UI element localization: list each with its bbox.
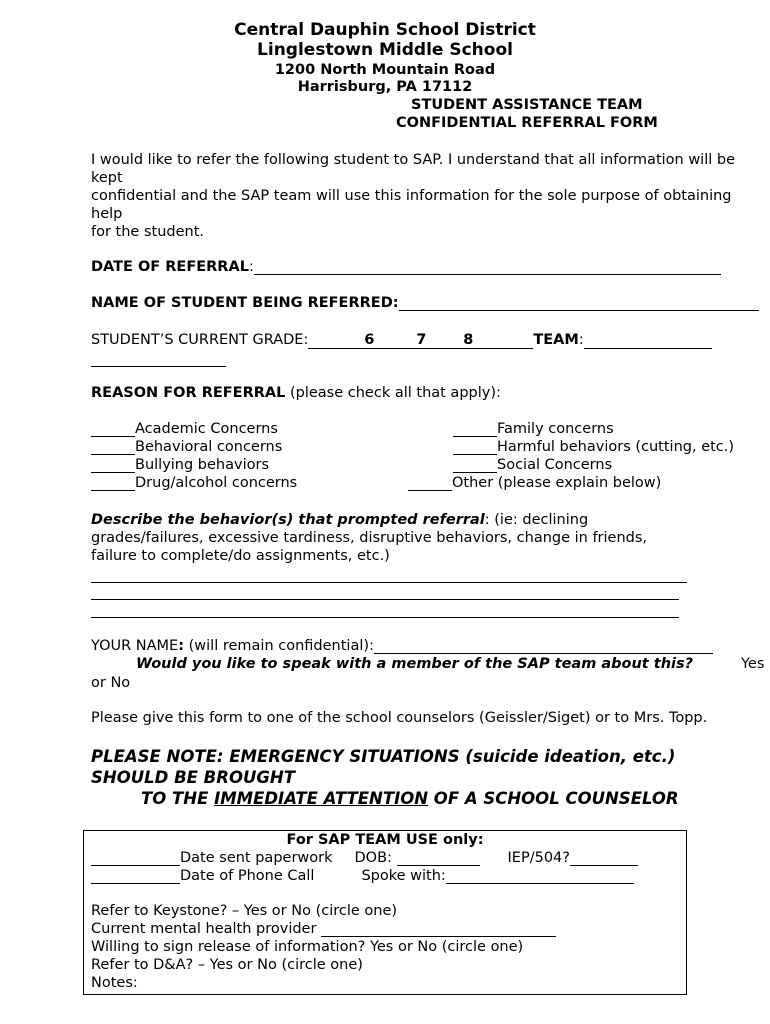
sap-row-1 (91, 850, 638, 866)
your-name-field[interactable] (374, 639, 713, 654)
spoke-with-label: Spoke with: (361, 868, 446, 884)
date-of-referral-field[interactable] (254, 260, 721, 275)
instructions: Please give this form to one of the school counselors (Geissler/Siget) or to Mrs. Topp. (91, 710, 708, 726)
reason-other[interactable] (408, 475, 661, 491)
checkbox-line[interactable] (91, 476, 135, 491)
reason-option-label: Drug/alcohol concerns (135, 475, 298, 491)
reason-option-label: Behavioral concerns (135, 439, 283, 455)
speak-question: Would you like to speak with a member of the SAP team about this? (136, 656, 694, 672)
checkbox-line[interactable] (453, 440, 497, 455)
checkbox-line[interactable] (453, 458, 497, 473)
grade-6[interactable]: 6 (364, 332, 375, 348)
school-name: Linglestown Middle School (257, 40, 513, 60)
describe-line-3[interactable] (91, 617, 679, 618)
intro-line-5: for the student. (91, 224, 204, 240)
provider-label: Current mental health provider (91, 921, 317, 937)
form-title: CONFIDENTIAL REFERRAL FORM (396, 115, 658, 131)
dob-field[interactable] (397, 851, 480, 866)
reason-bullying[interactable] (91, 457, 269, 473)
spoke-with-field[interactable] (446, 869, 634, 884)
describe-label: Describe the behavior(s) that prompted referral (91, 512, 485, 528)
sap-row-2 (91, 868, 634, 884)
describe-hint-3: failure to complete/do assignments, etc.) (91, 548, 390, 564)
reason-label: REASON FOR REFERRAL (91, 385, 286, 401)
intro-line-4: help (91, 206, 123, 222)
reason-row (91, 385, 501, 401)
date-sent-label: Date sent paperwork (180, 850, 333, 866)
note-line-3: TO THE IMMEDIATE ATTENTION OF A SCHOOL COUNSELOR (141, 789, 679, 808)
reason-option-label: Other (please explain below) (452, 475, 662, 491)
grade-row: STUDENT’S CURRENT GRADE: 6 7 8 TEAM: (91, 332, 712, 349)
team-field[interactable] (584, 334, 712, 349)
provider-row (91, 921, 556, 937)
address-line-1: 1200 North Mountain Road (274, 62, 496, 78)
sap-box-title: For SAP TEAM USE only: (286, 832, 484, 848)
dob-label: DOB: (354, 850, 392, 866)
your-name-label: YOUR NAME (91, 638, 179, 654)
reason-option-label: Family concerns (497, 421, 614, 437)
date-phone-field[interactable] (91, 869, 180, 884)
checkbox-line[interactable] (91, 422, 135, 437)
reason-option-label: Social Concerns (497, 457, 613, 473)
checkbox-line[interactable] (91, 458, 135, 473)
immediate-attention: IMMEDIATE ATTENTION (214, 789, 429, 808)
intro-line-2: kept (91, 170, 123, 186)
your-name-note: (will remain confidential): (184, 638, 374, 654)
team-field-continued[interactable] (91, 366, 226, 367)
provider-field[interactable] (321, 922, 556, 937)
checkbox-line[interactable] (91, 440, 135, 455)
grade-label: STUDENT’S CURRENT GRADE: (91, 332, 309, 348)
describe-hint-2: grades/failures, excessive tardiness, disruptive behaviors, change in friends, (91, 530, 648, 546)
intro-line-3: confidential and the SAP team will use this information for the sole purpose of obtaining (91, 188, 732, 204)
date-of-referral-row: DATE OF REFERRAL: (91, 259, 721, 275)
iep-label: IEP/504? (507, 850, 570, 866)
date-phone-label: Date of Phone Call (180, 868, 315, 884)
reason-harmful[interactable] (453, 439, 734, 455)
your-name-row: YOUR NAME: (will remain confidential): (91, 638, 713, 654)
grade-options[interactable] (308, 332, 533, 349)
reason-academic[interactable] (91, 421, 278, 437)
reason-family[interactable] (453, 421, 614, 437)
reason-behavioral[interactable] (91, 439, 282, 455)
reason-option-label: Harmful behaviors (cutting, etc.) (497, 439, 735, 455)
describe-row (91, 512, 588, 528)
note-line-2: SHOULD BE BROUGHT (91, 768, 295, 787)
address-line-2: Harrisburg, PA 17112 (297, 79, 473, 95)
student-name-label: NAME OF STUDENT BEING REFERRED: (91, 295, 399, 311)
reason-social[interactable] (453, 457, 612, 473)
grade-7[interactable]: 7 (416, 332, 427, 348)
iep-field[interactable] (570, 851, 638, 866)
keystone-row[interactable]: Refer to Keystone? – Yes or No (circle one) (91, 903, 398, 919)
district-name: Central Dauphin School District (234, 20, 536, 40)
checkbox-line[interactable] (408, 476, 452, 491)
reason-hint: (please check all that apply): (289, 385, 501, 401)
team-heading: STUDENT ASSISTANCE TEAM (411, 97, 643, 113)
reason-option-label: Academic Concerns (135, 421, 278, 437)
speak-or-no[interactable]: or No (91, 675, 131, 691)
reason-drug-alcohol[interactable] (91, 475, 297, 491)
date-sent-field[interactable] (91, 851, 180, 866)
student-name-row (91, 295, 759, 311)
checkbox-line[interactable] (453, 422, 497, 437)
date-of-referral-label: DATE OF REFERRAL (91, 259, 249, 275)
reason-option-label: Bullying behaviors (135, 457, 270, 473)
describe-line-1[interactable] (91, 582, 687, 583)
describe-hint-1: : (ie: declining (484, 512, 589, 528)
intro-line-1: I would like to refer the following student to SAP. I understand that all information will be (91, 152, 736, 168)
release-row[interactable]: Willing to sign release of information? Yes or No (circle one) (91, 939, 524, 955)
describe-line-2[interactable] (91, 599, 679, 600)
team-label: TEAM (533, 332, 579, 348)
note-line-1: PLEASE NOTE: EMERGENCY SITUATIONS (suicide ideation, etc.) (91, 747, 676, 766)
grade-8[interactable]: 8 (463, 332, 474, 348)
speak-yes[interactable]: Yes (741, 656, 765, 672)
da-row[interactable]: Refer to D&A? – Yes or No (circle one) (91, 957, 363, 973)
notes-label: Notes: (91, 975, 138, 991)
student-name-field[interactable] (399, 296, 759, 311)
